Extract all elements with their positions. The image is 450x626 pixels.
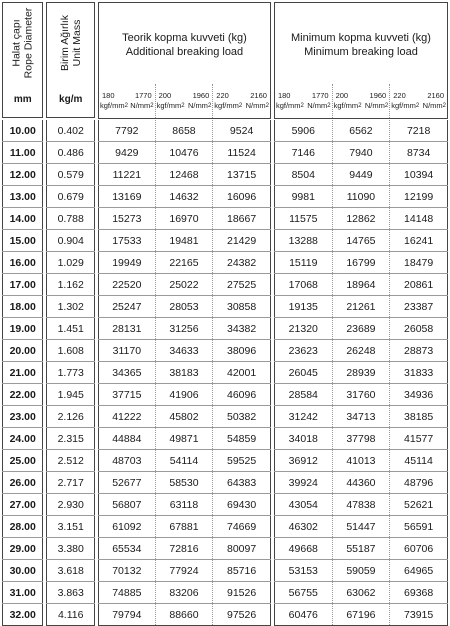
cell-minimum-load: 31760	[332, 384, 390, 406]
cell-theoretical-load: 15273	[99, 208, 156, 230]
cell-theoretical-load: 67881	[155, 516, 213, 538]
cell-minimum-load: 9981	[274, 186, 332, 208]
cell-diameter: 27.00	[3, 494, 43, 516]
cell-diameter: 29.00	[3, 538, 43, 560]
grade-kgf-value: 180	[277, 90, 291, 100]
cell-unit-mass: 2.930	[47, 494, 95, 516]
table-row	[3, 494, 448, 516]
cell-minimum-load: 56755	[274, 582, 332, 604]
cell-theoretical-load: 74669	[213, 516, 271, 538]
table-row	[3, 340, 448, 362]
cell-diameter: 16.00	[3, 252, 43, 274]
cell-theoretical-load: 22165	[155, 252, 213, 274]
cell-unit-mass: 0.904	[47, 230, 95, 252]
cell-diameter: 24.00	[3, 428, 43, 450]
cell-diameter: 23.00	[3, 406, 43, 428]
cell-minimum-load: 5906	[274, 120, 332, 142]
cell-theoretical-load: 38096	[213, 340, 271, 362]
cell-unit-mass: 3.151	[47, 516, 95, 538]
cell-unit-mass: 0.402	[47, 120, 95, 142]
cell-minimum-load: 6562	[332, 120, 390, 142]
cell-minimum-load: 11575	[274, 208, 332, 230]
cell-minimum-load: 69368	[390, 582, 448, 604]
cell-theoretical-load: 44884	[99, 428, 156, 450]
rope-spec-table	[2, 2, 448, 626]
cell-minimum-load: 14765	[332, 230, 390, 252]
cell-unit-mass: 2.126	[47, 406, 95, 428]
cell-theoretical-load: 50382	[213, 406, 271, 428]
cell-theoretical-load: 19481	[155, 230, 213, 252]
cell-diameter: 13.00	[3, 186, 43, 208]
cell-minimum-load: 31242	[274, 406, 332, 428]
cell-theoretical-load: 65534	[99, 538, 156, 560]
cell-minimum-load: 55187	[332, 538, 390, 560]
group2-subtitle: Minimum breaking load	[304, 45, 418, 58]
cell-theoretical-load: 63118	[155, 494, 213, 516]
grade-n-value: 1770	[134, 90, 152, 100]
cell-minimum-load: 36912	[274, 450, 332, 472]
grade-n-unit: $N/mm^2$	[422, 100, 446, 110]
cell-theoretical-load: 21429	[213, 230, 271, 252]
cell-minimum-load: 44360	[332, 472, 390, 494]
grade-n-unit: $N/mm^2$	[130, 100, 154, 110]
cell-minimum-load: 26058	[390, 318, 448, 340]
cell-minimum-load: 26248	[332, 340, 390, 362]
cell-unit-mass: 3.380	[47, 538, 95, 560]
cell-minimum-load: 53153	[274, 560, 332, 582]
cell-minimum-load: 16241	[390, 230, 448, 252]
cell-theoretical-load: 77924	[155, 560, 213, 582]
cell-theoretical-load: 18667	[213, 208, 271, 230]
group2-title: Minimum kopma kuvveti (kg)	[290, 31, 431, 44]
table-row	[3, 252, 448, 274]
grade-header-4	[274, 84, 332, 118]
grade-kgf-unit: kgf/$mm^2$	[156, 100, 185, 110]
cell-theoretical-load: 16096	[213, 186, 271, 208]
table-row	[3, 186, 448, 208]
grade-kgf-value: 200	[158, 90, 172, 100]
cell-minimum-load: 8504	[274, 164, 332, 186]
cell-diameter: 17.00	[3, 274, 43, 296]
cell-unit-mass: 1.162	[47, 274, 95, 296]
cell-theoretical-load: 17533	[99, 230, 156, 252]
table-row	[3, 560, 448, 582]
cell-minimum-load: 14148	[390, 208, 448, 230]
grade-kgf-unit: kgf/$mm^2$	[275, 100, 304, 110]
header-unit-mass-label: Birim Ağırlık Unit Mass	[58, 14, 83, 72]
table-row	[3, 142, 448, 164]
cell-theoretical-load: 34633	[155, 340, 213, 362]
cell-unit-mass: 0.579	[47, 164, 95, 186]
cell-unit-mass: 3.863	[47, 582, 95, 604]
cell-minimum-load: 47838	[332, 494, 390, 516]
cell-minimum-load: 52621	[390, 494, 448, 516]
cell-theoretical-load: 12468	[155, 164, 213, 186]
table-row	[3, 120, 448, 142]
cell-theoretical-load: 48703	[99, 450, 156, 472]
grade-n-value: 2160	[250, 90, 267, 100]
cell-theoretical-load: 42001	[213, 362, 271, 384]
cell-diameter: 26.00	[3, 472, 43, 494]
cell-minimum-load: 45114	[390, 450, 448, 472]
cell-minimum-load: 12862	[332, 208, 390, 230]
cell-unit-mass: 3.618	[47, 560, 95, 582]
cell-theoretical-load: 25022	[155, 274, 213, 296]
grade-header-2	[155, 84, 213, 118]
cell-theoretical-load: 97526	[213, 604, 271, 626]
grade-n-unit: $N/mm^2$	[364, 100, 389, 110]
table-row	[3, 450, 448, 472]
group1-title: Teorik kopma kuvveti (kg)	[122, 31, 247, 44]
cell-theoretical-load: 88660	[155, 604, 213, 626]
cell-minimum-load: 59059	[332, 560, 390, 582]
cell-theoretical-load: 49871	[155, 428, 213, 450]
grade-n-unit: $N/mm^2$	[187, 100, 212, 110]
cell-minimum-load: 28873	[390, 340, 448, 362]
table-row	[3, 538, 448, 560]
cell-theoretical-load: 74885	[99, 582, 156, 604]
cell-minimum-load: 21261	[332, 296, 390, 318]
grade-kgf-value: 180	[102, 90, 115, 100]
cell-diameter: 20.00	[3, 340, 43, 362]
cell-theoretical-load: 34365	[99, 362, 156, 384]
cell-unit-mass: 1.302	[47, 296, 95, 318]
cell-minimum-load: 60476	[274, 604, 332, 626]
table-row	[3, 274, 448, 296]
cell-theoretical-load: 83206	[155, 582, 213, 604]
cell-theoretical-load: 28053	[155, 296, 213, 318]
cell-minimum-load: 31833	[390, 362, 448, 384]
cell-theoretical-load: 7792	[99, 120, 156, 142]
cell-minimum-load: 46302	[274, 516, 332, 538]
cell-minimum-load: 43054	[274, 494, 332, 516]
cell-theoretical-load: 45802	[155, 406, 213, 428]
cell-theoretical-load: 79794	[99, 604, 156, 626]
cell-theoretical-load: 31256	[155, 318, 213, 340]
table-row	[3, 296, 448, 318]
cell-unit-mass: 1.029	[47, 252, 95, 274]
cell-unit-mass: 1.773	[47, 362, 95, 384]
cell-minimum-load: 11090	[332, 186, 390, 208]
grade-n-unit: $N/mm^2$	[307, 100, 331, 110]
cell-minimum-load: 34713	[332, 406, 390, 428]
grade-kgf-value: 220	[216, 90, 229, 100]
header-minimum-breaking-load	[274, 3, 447, 84]
cell-minimum-load: 26045	[274, 362, 332, 384]
cell-diameter: 30.00	[3, 560, 43, 582]
cell-minimum-load: 37798	[332, 428, 390, 450]
cell-theoretical-load: 54859	[213, 428, 271, 450]
cell-unit-mass: 0.486	[47, 142, 95, 164]
cell-minimum-load: 19135	[274, 296, 332, 318]
cell-minimum-load: 7146	[274, 142, 332, 164]
table-row	[3, 362, 448, 384]
cell-diameter: 25.00	[3, 450, 43, 472]
cell-minimum-load: 56591	[390, 516, 448, 538]
cell-theoretical-load: 64383	[213, 472, 271, 494]
cell-minimum-load: 41577	[390, 428, 448, 450]
cell-minimum-load: 7940	[332, 142, 390, 164]
cell-theoretical-load: 85716	[213, 560, 271, 582]
cell-unit-mass: 2.717	[47, 472, 95, 494]
grade-n-value: 2160	[427, 90, 444, 100]
cell-minimum-load: 38185	[390, 406, 448, 428]
header-theoretical-breaking-load	[99, 3, 271, 84]
cell-minimum-load: 39924	[274, 472, 332, 494]
cell-diameter: 10.00	[3, 120, 43, 142]
cell-diameter: 11.00	[3, 142, 43, 164]
grade-n-value: 1960	[192, 90, 210, 100]
grade-n-value: 1770	[311, 90, 329, 100]
grade-kgf-value: 200	[335, 90, 349, 100]
table-row	[3, 582, 448, 604]
cell-minimum-load: 64965	[390, 560, 448, 582]
grade-header-1	[99, 84, 156, 118]
cell-theoretical-load: 52677	[99, 472, 156, 494]
cell-theoretical-load: 14632	[155, 186, 213, 208]
cell-minimum-load: 28939	[332, 362, 390, 384]
cell-minimum-load: 23387	[390, 296, 448, 318]
cell-theoretical-load: 70132	[99, 560, 156, 582]
table-row	[3, 318, 448, 340]
table-row	[3, 164, 448, 186]
grade-header-3	[213, 84, 271, 118]
cell-diameter: 19.00	[3, 318, 43, 340]
cell-theoretical-load: 37715	[99, 384, 156, 406]
header-unit-mm: mm	[3, 83, 42, 118]
cell-diameter: 18.00	[3, 296, 43, 318]
grade-n-unit: $N/mm^2$	[245, 100, 269, 110]
cell-diameter: 32.00	[3, 604, 43, 626]
cell-minimum-load: 16799	[332, 252, 390, 274]
cell-theoretical-load: 24382	[213, 252, 271, 274]
cell-theoretical-load: 8658	[155, 120, 213, 142]
cell-minimum-load: 60706	[390, 538, 448, 560]
cell-theoretical-load: 19949	[99, 252, 156, 274]
cell-unit-mass: 2.315	[47, 428, 95, 450]
grade-n-value: 1960	[369, 90, 387, 100]
cell-minimum-load: 15119	[274, 252, 332, 274]
cell-minimum-load: 49668	[274, 538, 332, 560]
table-row	[3, 428, 448, 450]
cell-theoretical-load: 54114	[155, 450, 213, 472]
cell-theoretical-load: 13169	[99, 186, 156, 208]
cell-diameter: 31.00	[3, 582, 43, 604]
grade-kgf-unit: kgf/$mm^2$	[391, 100, 420, 110]
cell-diameter: 12.00	[3, 164, 43, 186]
cell-minimum-load: 20861	[390, 274, 448, 296]
cell-minimum-load: 23689	[332, 318, 390, 340]
cell-minimum-load: 18479	[390, 252, 448, 274]
cell-theoretical-load: 41222	[99, 406, 156, 428]
cell-minimum-load: 8734	[390, 142, 448, 164]
cell-theoretical-load: 30858	[213, 296, 271, 318]
table-row	[3, 604, 448, 626]
cell-theoretical-load: 16970	[155, 208, 213, 230]
cell-diameter: 14.00	[3, 208, 43, 230]
cell-minimum-load: 48796	[390, 472, 448, 494]
table-row	[3, 384, 448, 406]
cell-minimum-load: 41013	[332, 450, 390, 472]
cell-theoretical-load: 11221	[99, 164, 156, 186]
cell-minimum-load: 12199	[390, 186, 448, 208]
cell-unit-mass: 1.451	[47, 318, 95, 340]
cell-minimum-load: 18964	[332, 274, 390, 296]
cell-theoretical-load: 25247	[99, 296, 156, 318]
cell-minimum-load: 9449	[332, 164, 390, 186]
grade-kgf-unit: kgf/$mm^2$	[100, 100, 128, 110]
header-unit-mass	[47, 3, 95, 119]
cell-theoretical-load: 69430	[213, 494, 271, 516]
cell-minimum-load: 23623	[274, 340, 332, 362]
cell-theoretical-load: 91526	[213, 582, 271, 604]
grade-kgf-value: 220	[393, 90, 406, 100]
cell-unit-mass: 1.945	[47, 384, 95, 406]
cell-minimum-load: 51447	[332, 516, 390, 538]
cell-minimum-load: 34018	[274, 428, 332, 450]
cell-theoretical-load: 46096	[213, 384, 271, 406]
header-rope-diameter	[3, 3, 43, 119]
cell-theoretical-load: 22520	[99, 274, 156, 296]
cell-unit-mass: 1.608	[47, 340, 95, 362]
grade-kgf-unit: kgf/$mm^2$	[214, 100, 243, 110]
cell-minimum-load: 28584	[274, 384, 332, 406]
cell-theoretical-load: 27525	[213, 274, 271, 296]
cell-minimum-load: 63062	[332, 582, 390, 604]
cell-theoretical-load: 9524	[213, 120, 271, 142]
cell-unit-mass: 4.116	[47, 604, 95, 626]
cell-theoretical-load: 38183	[155, 362, 213, 384]
cell-theoretical-load: 9429	[99, 142, 156, 164]
table-row	[3, 472, 448, 494]
cell-theoretical-load: 10476	[155, 142, 213, 164]
cell-theoretical-load: 72816	[155, 538, 213, 560]
cell-minimum-load: 67196	[332, 604, 390, 626]
cell-minimum-load: 10394	[390, 164, 448, 186]
table-row	[3, 516, 448, 538]
cell-minimum-load: 13288	[274, 230, 332, 252]
cell-diameter: 28.00	[3, 516, 43, 538]
cell-theoretical-load: 61092	[99, 516, 156, 538]
cell-minimum-load: 73915	[390, 604, 448, 626]
cell-theoretical-load: 56807	[99, 494, 156, 516]
table-row	[3, 230, 448, 252]
cell-theoretical-load: 58530	[155, 472, 213, 494]
grade-header-5	[332, 84, 390, 118]
cell-minimum-load: 17068	[274, 274, 332, 296]
grade-header-6	[390, 84, 448, 118]
cell-theoretical-load: 34382	[213, 318, 271, 340]
cell-theoretical-load: 80097	[213, 538, 271, 560]
cell-diameter: 15.00	[3, 230, 43, 252]
group1-subtitle: Additional breaking load	[125, 45, 244, 58]
header-unit-kgm: kg/m	[47, 83, 94, 118]
grade-kgf-unit: kgf/$mm^2$	[333, 100, 362, 110]
cell-unit-mass: 0.679	[47, 186, 95, 208]
cell-theoretical-load: 28131	[99, 318, 156, 340]
table-row	[3, 208, 448, 230]
cell-theoretical-load: 59525	[213, 450, 271, 472]
table-row	[3, 406, 448, 428]
cell-theoretical-load: 31170	[99, 340, 156, 362]
cell-unit-mass: 0.788	[47, 208, 95, 230]
cell-diameter: 21.00	[3, 362, 43, 384]
cell-unit-mass: 2.512	[47, 450, 95, 472]
cell-minimum-load: 21320	[274, 318, 332, 340]
cell-theoretical-load: 13715	[213, 164, 271, 186]
cell-theoretical-load: 11524	[213, 142, 271, 164]
cell-theoretical-load: 41906	[155, 384, 213, 406]
cell-minimum-load: 7218	[390, 120, 448, 142]
cell-minimum-load: 34936	[390, 384, 448, 406]
header-rope-diameter-label: Halat çapı Rope Diameter	[10, 7, 35, 79]
cell-diameter: 22.00	[3, 384, 43, 406]
